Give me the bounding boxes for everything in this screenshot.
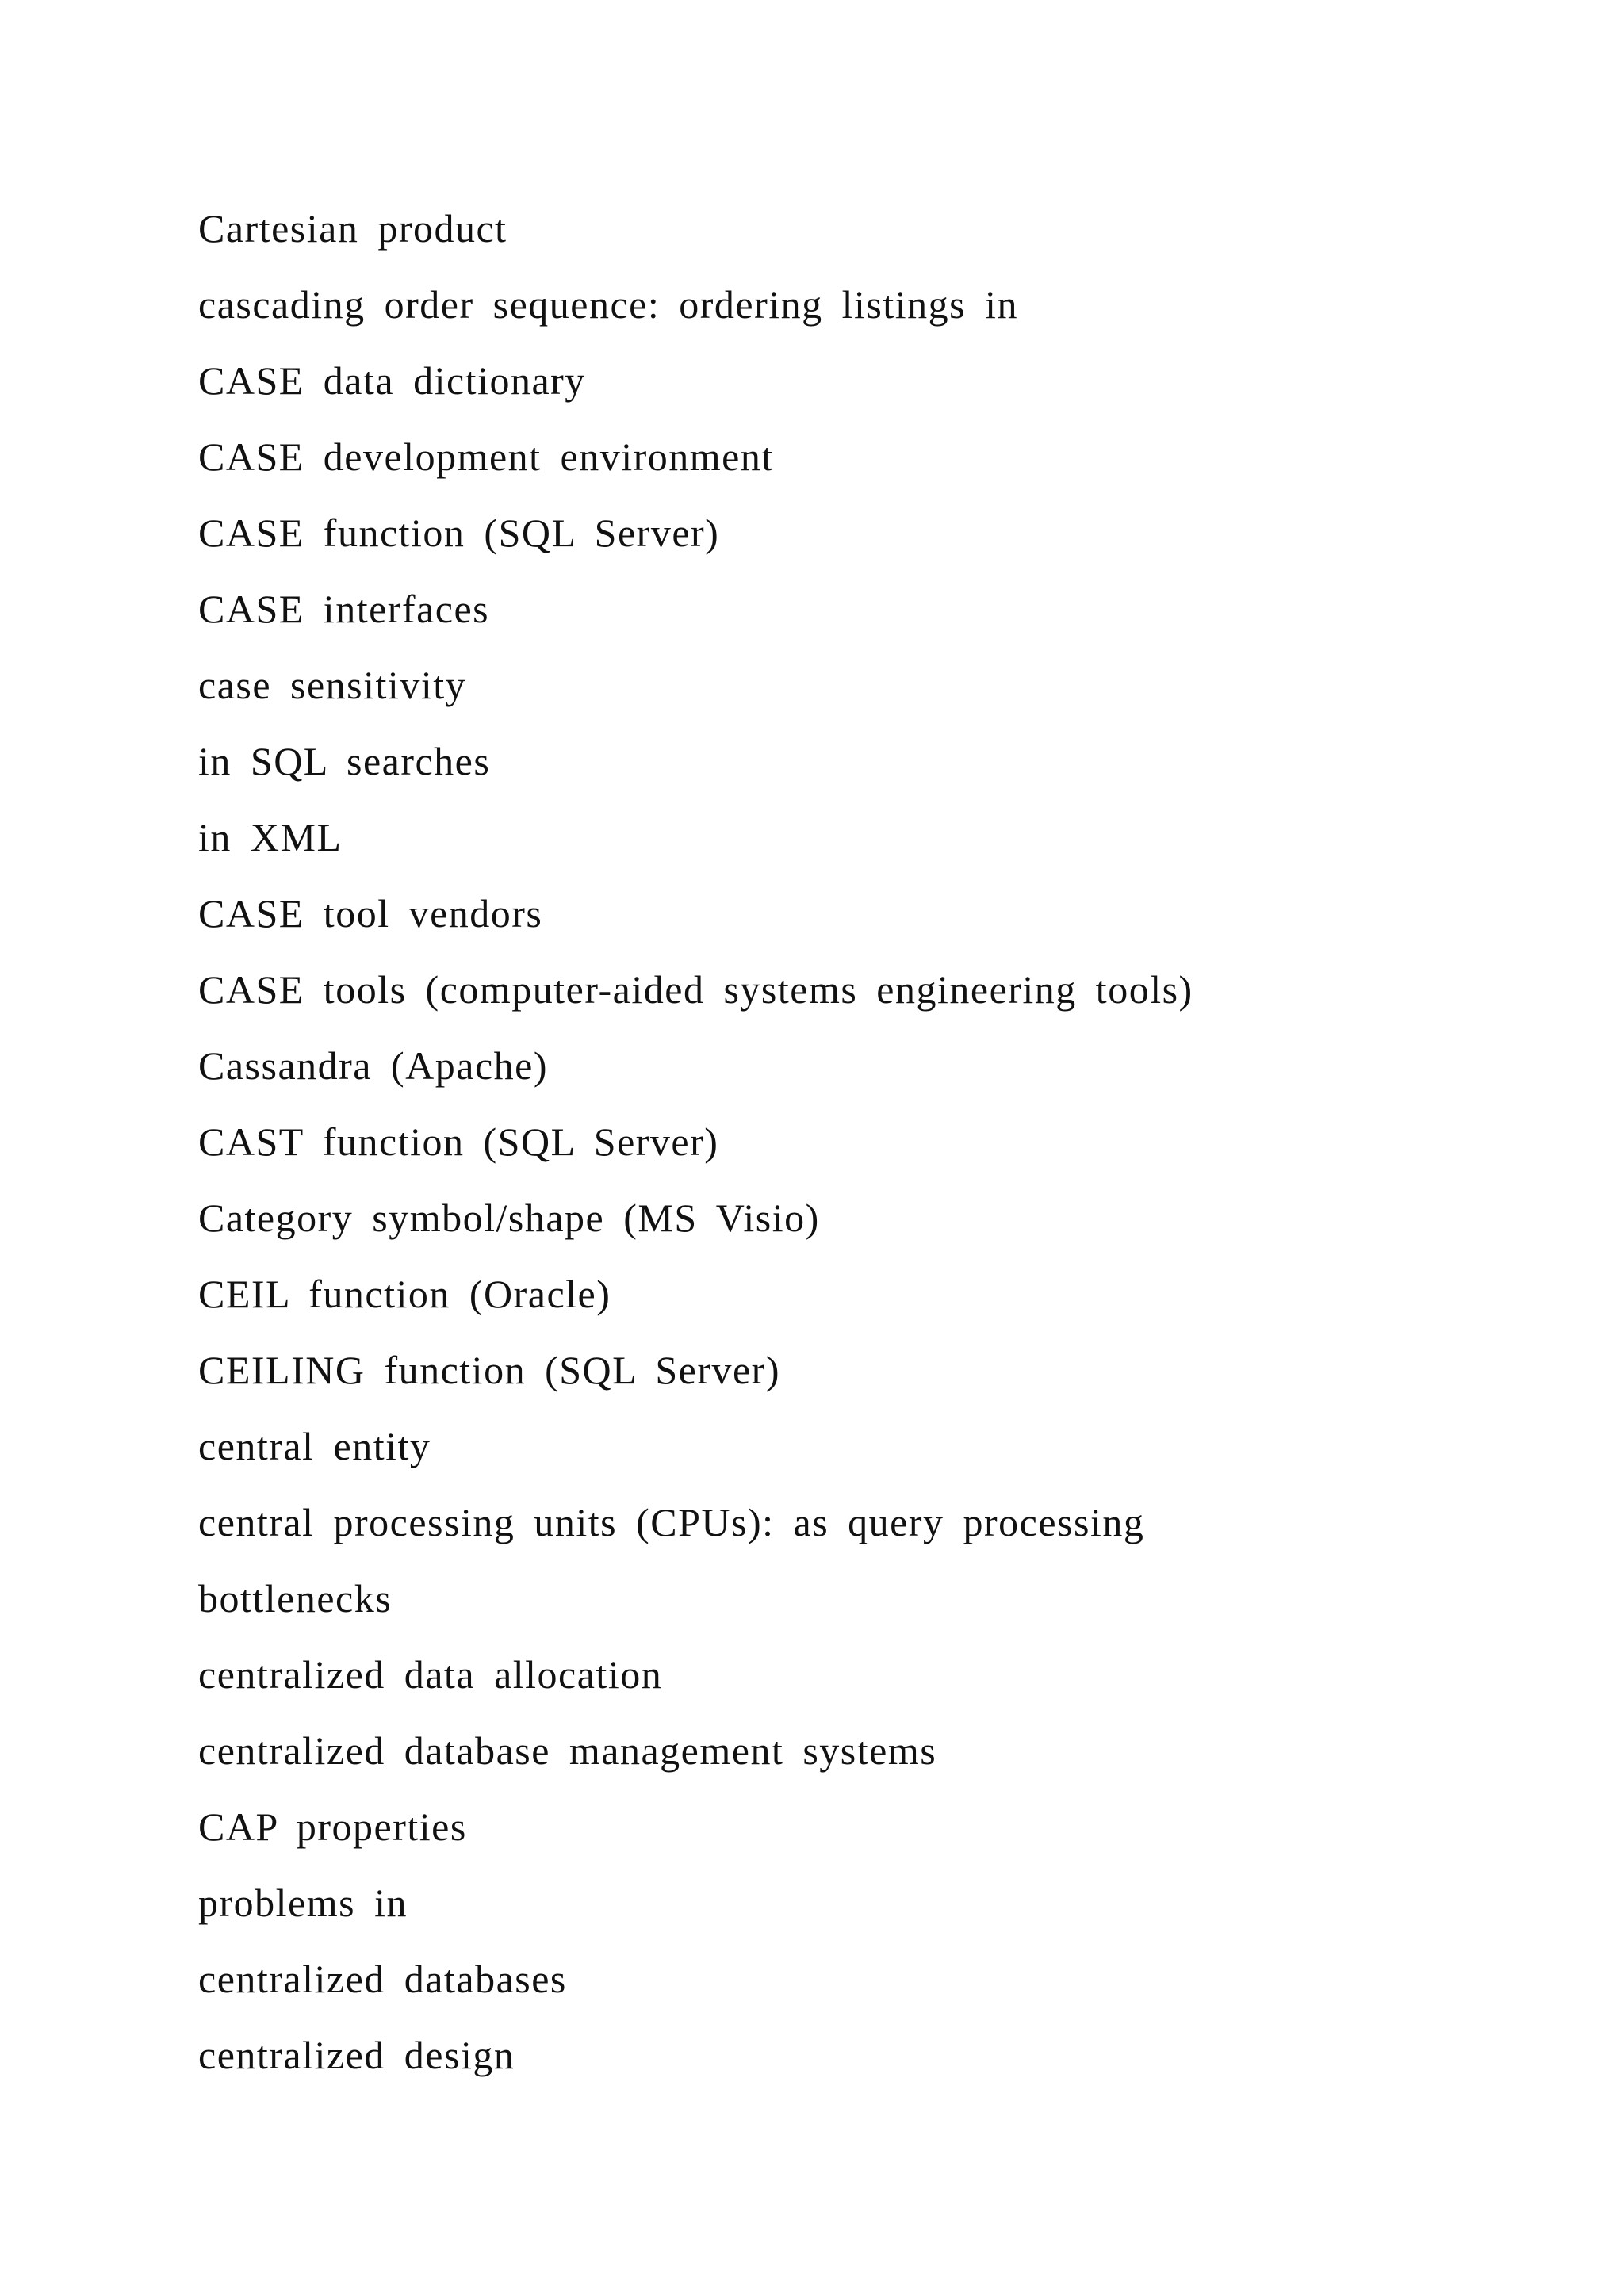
- index-entry: CASE data dictionary: [198, 358, 586, 403]
- index-entry: CASE tools (computer-aided systems engineering tools): [198, 967, 1193, 1012]
- index-entry: bottlenecks: [198, 1576, 393, 1621]
- index-entry: centralized data allocation: [198, 1652, 663, 1697]
- index-entry: centralized database management systems: [198, 1728, 937, 1773]
- index-entry: central entity: [198, 1424, 431, 1468]
- index-entry: centralized design: [198, 2033, 515, 2077]
- index-entry: Cassandra (Apache): [198, 1043, 548, 1088]
- index-entry: Category symbol/shape (MS Visio): [198, 1196, 820, 1240]
- index-entry: problems in: [198, 1881, 408, 1925]
- index-entry: central processing units (CPUs): as query processing: [198, 1500, 1145, 1544]
- index-entry: CAST function (SQL Server): [198, 1119, 719, 1164]
- index-entry: cascading order sequence: ordering listings in: [198, 282, 1018, 327]
- index-entry-list: [198, 190, 1546, 2093]
- index-entry: centralized databases: [198, 1957, 567, 2001]
- index-entry: CASE development environment: [198, 434, 774, 479]
- index-entry: CASE interfaces: [198, 587, 490, 631]
- index-entry: case sensitivity: [198, 663, 467, 707]
- index-entry: in XML: [198, 815, 343, 859]
- index-entry: CASE tool vendors: [198, 891, 543, 936]
- index-entry: CEILING function (SQL Server): [198, 1348, 780, 1392]
- index-entry: CASE function (SQL Server): [198, 511, 720, 555]
- index-entry: CAP properties: [198, 1804, 467, 1849]
- index-entry: CEIL function (Oracle): [198, 1272, 611, 1316]
- index-entry: Cartesian product: [198, 206, 508, 251]
- index-entry: in SQL searches: [198, 739, 491, 783]
